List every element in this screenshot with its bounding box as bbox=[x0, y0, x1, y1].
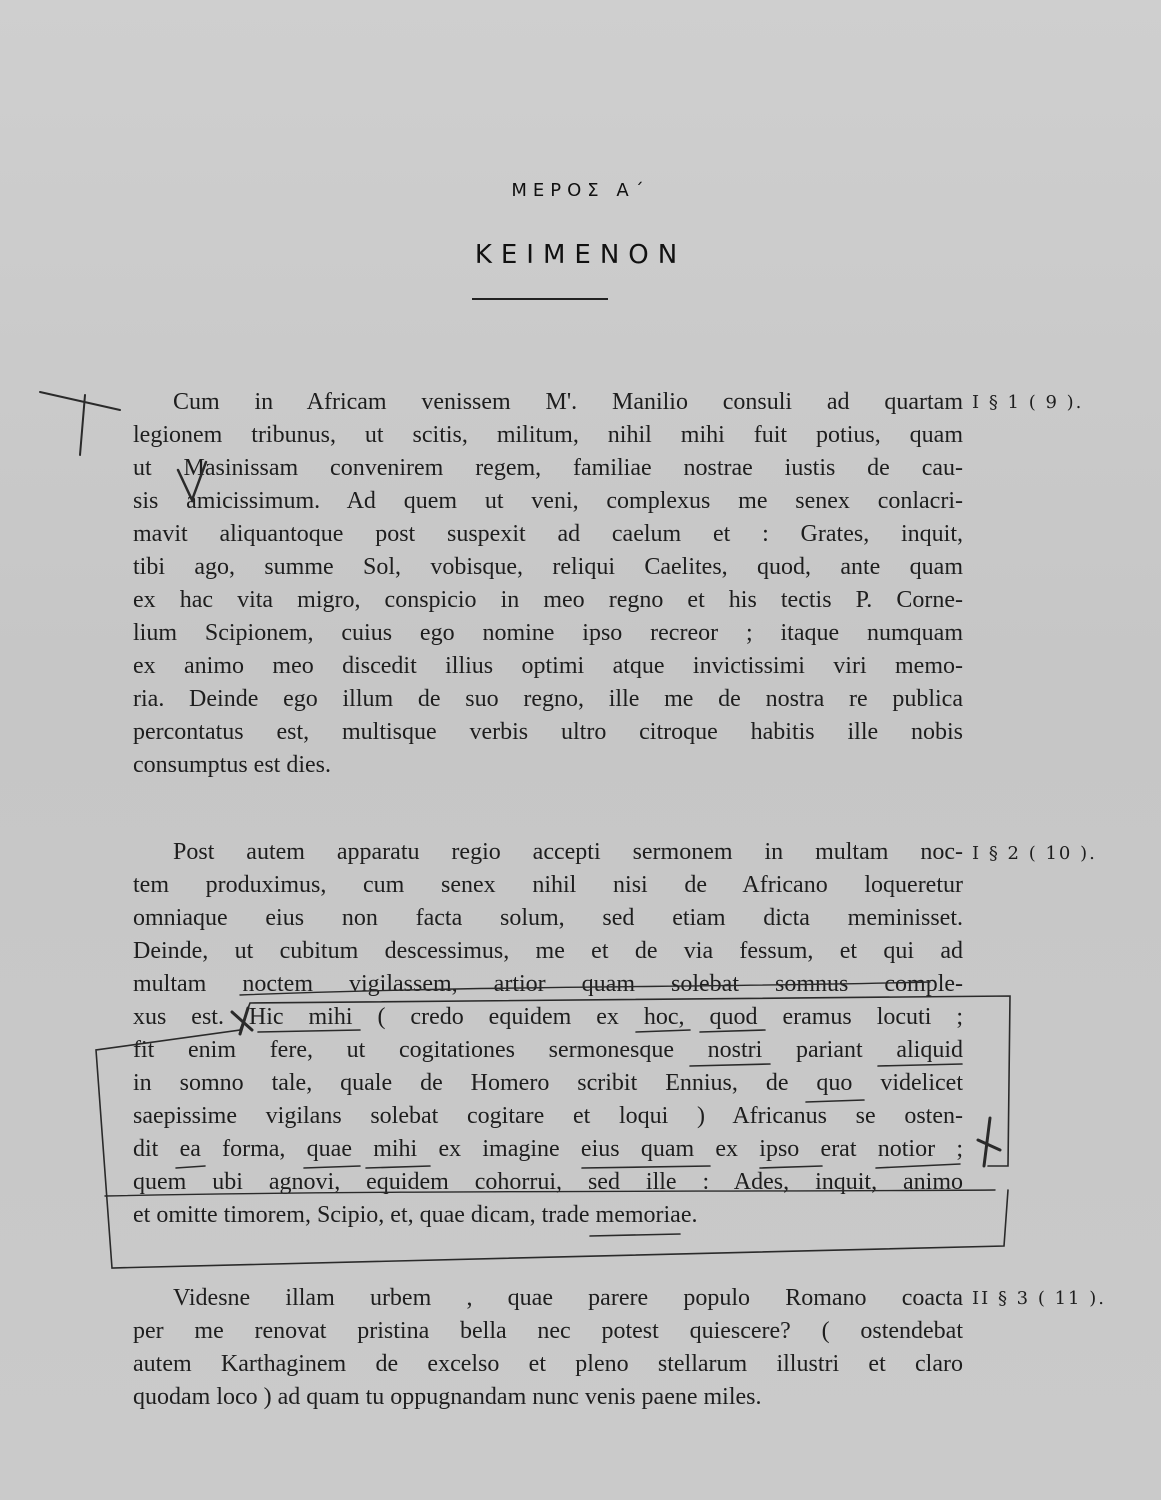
text-line: autem Karthaginem de excelso et pleno stellarum illustri et claro bbox=[133, 1351, 963, 1377]
text-line: Cum in Africam venissem M'. Manilio consuli ad quartam bbox=[173, 389, 963, 415]
page-title: ΚΕΙΜΕΝΟΝ bbox=[474, 240, 687, 270]
underline bbox=[590, 1234, 680, 1236]
section-heading: ΜΕΡΟΣ Α΄ bbox=[511, 180, 650, 201]
text-line: consumptus est dies. bbox=[133, 752, 331, 778]
underline bbox=[636, 1030, 765, 1032]
text-line: in somno tale, quale de Homero scribit Ennius, de quo videlicet bbox=[133, 1070, 963, 1096]
underline bbox=[176, 1164, 960, 1168]
reference-2: I § 2 ( 10 ). bbox=[972, 843, 1097, 864]
underline bbox=[690, 1064, 962, 1066]
text-line: Deinde, ut cubitum descessimus, me et de via fessum, et qui ad bbox=[133, 938, 963, 964]
text-line: percontatus est, multisque verbis ultro citroque habitis ille nobis bbox=[133, 719, 963, 745]
text-line: legionem tribunus, ut scitis, militum, nihil mihi fuit potius, quam bbox=[133, 422, 963, 448]
margin-cross-mark bbox=[40, 392, 120, 455]
text-line: fit enim fere, ut cogitationes sermonesque nostri pariant aliquid bbox=[133, 1037, 963, 1063]
text-line: saepissime vigilans solebat cogitare et loqui ) Africanus se osten- bbox=[133, 1103, 963, 1129]
strike-line bbox=[240, 982, 930, 995]
text-line: multam noctem vigilassem, artior quam solebat somnus comple- bbox=[133, 971, 963, 997]
reference-3: II § 3 ( 11 ). bbox=[972, 1288, 1106, 1309]
text-line: tem produximus, cum senex nihil nisi de Africano loqueretur bbox=[133, 872, 963, 898]
text-line: Post autem apparatu regio accepti sermonem in multam noc- bbox=[173, 839, 963, 865]
reference-1: I § 1 ( 9 ). bbox=[972, 392, 1084, 413]
underline bbox=[258, 1030, 360, 1032]
text-line: quem ubi agnovi, equidem cohorrui, sed ille : Ades, inquit, animo bbox=[133, 1169, 963, 1195]
text-line: ria. Deinde ego illum de suo regno, ille me de nostra re publica bbox=[133, 686, 963, 712]
text-line: sis amicissimum. Ad quem ut veni, complexus me senex conlacri- bbox=[133, 488, 963, 514]
strike-line bbox=[105, 1190, 995, 1196]
underline bbox=[806, 1100, 864, 1102]
text-line: per me renovat pristina bella nec potest quiescere? ( ostendebat bbox=[133, 1318, 963, 1344]
text-line: dit ea forma, quae mihi ex imagine eius quam ex ipso erat notior ; bbox=[133, 1136, 963, 1162]
text-line: et omitte timorem, Scipio, et, quae dicam, trade memoriae. bbox=[133, 1202, 698, 1228]
text-line: omniaque eius non facta solum, sed etiam dicta meminisset. bbox=[133, 905, 963, 931]
text-line: quodam loco ) ad quam tu oppugnandam nunc venis paene miles. bbox=[133, 1384, 762, 1410]
arrow-mark bbox=[978, 1118, 1000, 1166]
text-line: ut Masinissam convenirem regem, familiae nostrae iustis de cau- bbox=[133, 455, 963, 481]
text-line: xus est. Hic mihi ( credo equidem ex hoc, quod eramus locuti ; bbox=[133, 1004, 963, 1030]
text-line: lium Scipionem, cuius ego nomine ipso recreor ; itaque numquam bbox=[133, 620, 963, 646]
text-line: tibi ago, summe Sol, vobisque, reliqui Caelites, quod, ante quam bbox=[133, 554, 963, 580]
text-line: mavit aliquantoque post suspexit ad caelum et : Grates, inquit, bbox=[133, 521, 963, 547]
text-line: Videsne illam urbem , quae parere populo Romano coacta bbox=[173, 1285, 963, 1311]
bracket-box bbox=[96, 996, 1010, 1268]
text-line: ex hac vita migro, conspicio in meo regno et his tectis P. Corne- bbox=[133, 587, 963, 613]
text-line: ex animo meo discedit illius optimi atque invictissimi viri memo- bbox=[133, 653, 963, 679]
check-mark bbox=[178, 462, 206, 500]
